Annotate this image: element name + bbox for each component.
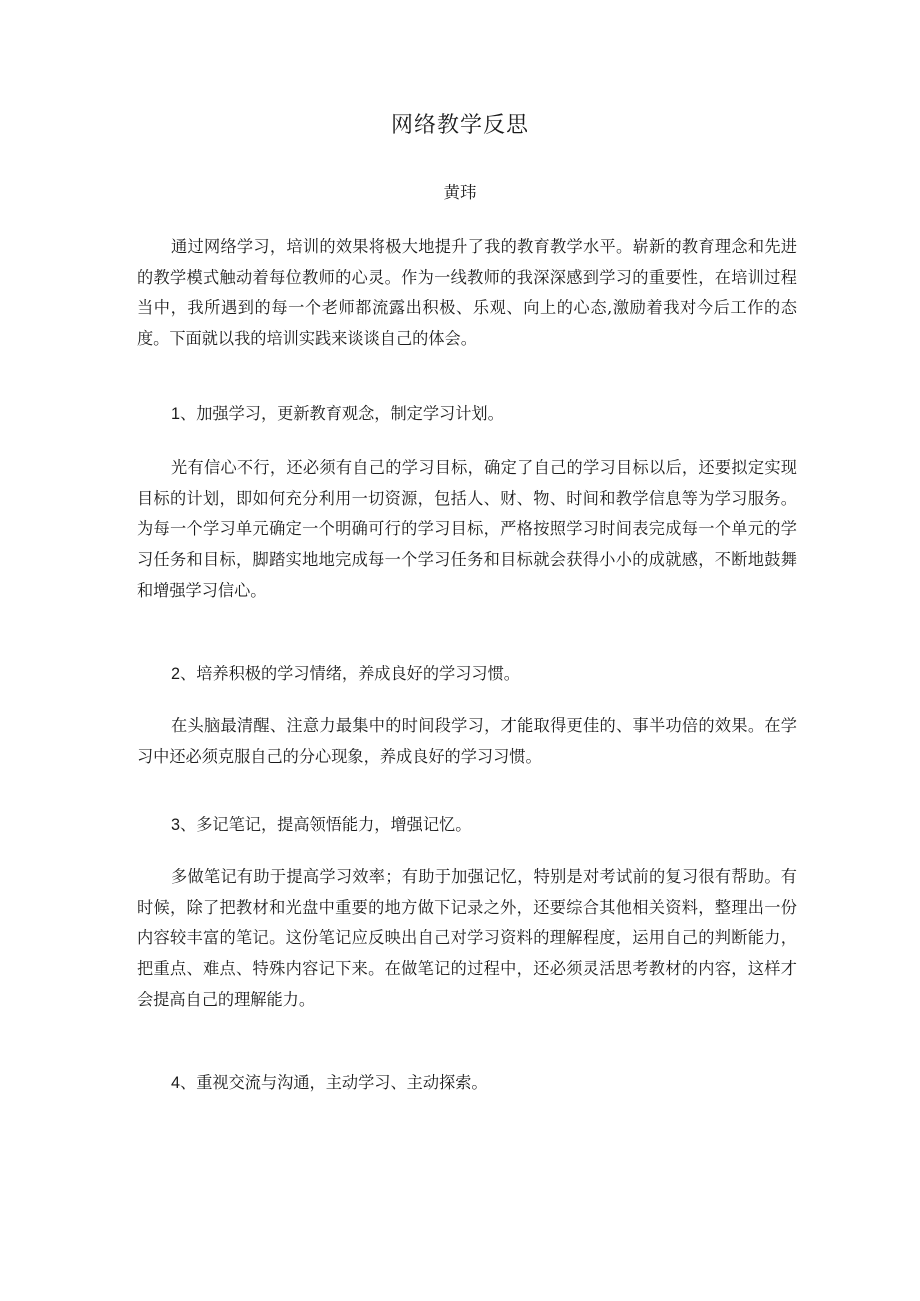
section-heading-text: 、重视交流与沟通，主动学习、主动探索。 — [180, 1073, 488, 1092]
section-heading-text: 、培养积极的学习情绪，养成良好的学习习惯。 — [180, 664, 520, 683]
section-number: 1 — [171, 405, 181, 423]
section-body-3: 多做笔记有助于提高学习效率；有助于加强记忆，特别是对考试前的复习很有帮助。有时候，除了把教材和光盘中重要的地方做下记录之外，还要综合其他相关资料，整理出一份内容较丰富的笔记。这份笔记应反映出自己对学习资料的理解程度，运用自己的判断能力，把重点、难点、特殊内容记下来。在做笔记的过程中，还必须灵活思考教材的内容，这样才会提高自己的理解能力。 — [137, 867, 797, 1009]
section-number: 3 — [171, 816, 181, 834]
section-heading-3 — [171, 810, 791, 840]
intro-paragraph: 通过网络学习，培训的效果将极大地提升了我的教育教学水平。崭新的教育理念和先进的教学模式触动着每位教师的心灵。作为一线教师的我深深感到学习的重要性，在培训过程当中，我所遇到的每一个老师都流露出积极、乐观、向上的心态,激励着我对今后工作的态度。下面就以我的培训实践来谈谈自己的体会。 — [137, 237, 797, 349]
document-title: 网络教学反思 — [390, 113, 529, 138]
section-heading-1 — [171, 399, 791, 429]
section-body-1: 光有信心不行，还必须有自己的学习目标，确定了自己的学习目标以后，还要拟定实现目标的计划，即如何充分利用一切资源，包括人、财、物、时间和教学信息等为学习服务。为每一个学习单元确定一个明确可行的学习目标，严格按照学习时间表完成每一个单元的学习任务和目标，脚踏实地地完成每一个学习任务和目标就会获得小小的成就感，不断地鼓舞和增强学习信心。 — [137, 458, 797, 600]
section-number: 4 — [171, 1074, 181, 1092]
section-heading-2 — [171, 659, 791, 689]
section-body-2: 在头脑最清醒、注意力最集中的时间段学习，才能取得更佳的、事半功倍的效果。在学习中还必须克服自己的分心现象，养成良好的学习习惯。 — [137, 716, 797, 766]
section-heading-text: 、多记笔记，提高领悟能力，增强记忆。 — [180, 815, 472, 834]
section-number: 2 — [171, 665, 181, 683]
section-heading-4 — [171, 1068, 791, 1098]
section-heading-text: 、加强学习，更新教育观念，制定学习计划。 — [180, 404, 504, 423]
author-name: 黄玮 — [443, 183, 477, 202]
